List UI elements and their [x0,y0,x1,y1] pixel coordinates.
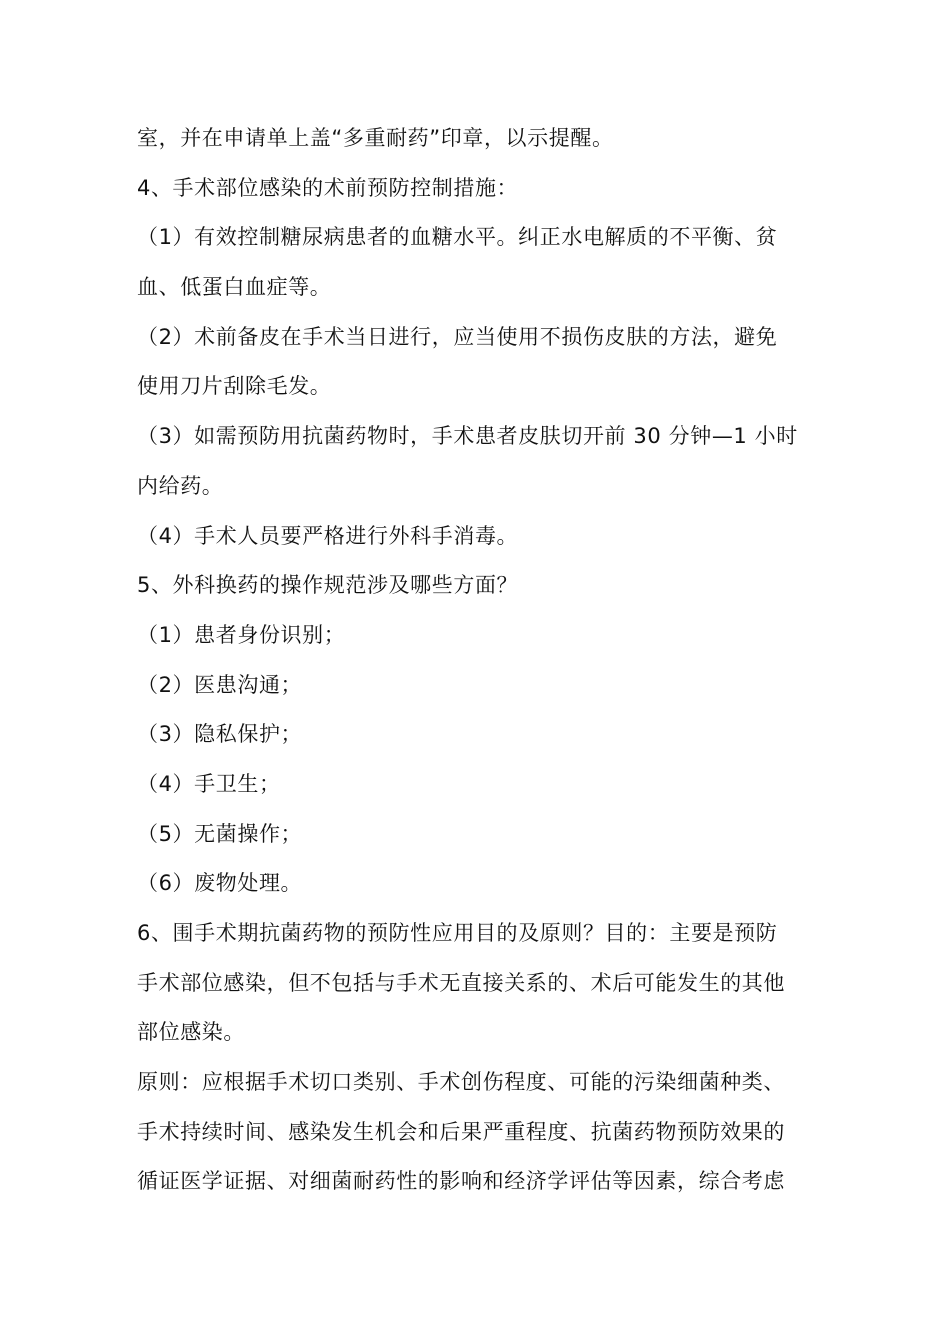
list-item: （4）手卫生； [137,771,281,796]
text-line: 血、低蛋白血症等。 [137,275,332,300]
text-line: （1）有效控制糖尿病患者的血糖水平。纠正水电解质的不平衡、贫 [137,225,778,250]
text-line: 手术持续时间、感染发生机会和后果严重程度、抗菌药物预防效果的 [137,1119,785,1144]
document-body [137,114,827,1207]
text-line: 室，并在申请单上盖“多重耐药”印章，以示提醒。 [137,126,614,150]
list-item: （5）无菌操作； [137,821,303,846]
list-item: （6）废物处理。 [137,871,303,896]
text-line: 循证医学证据、对细菌耐药性的影响和经济学评估等因素，综合考虑 [137,1169,785,1194]
text-line: 部位感染。 [137,1020,245,1045]
section-heading-4: 4、手术部位感染的术前预防控制措施： [137,175,519,200]
text-line: 内给药。 [137,473,224,498]
list-item: （3）隐私保护； [137,722,303,747]
list-item: （1）患者身份识别； [137,622,346,647]
list-item: （2）医患沟通； [137,672,303,697]
text-line: （2）术前备皮在手术当日进行，应当使用不损伤皮肤的方法，避免 [137,324,778,349]
text-line: 手术部位感染，但不包括与手术无直接关系的、术后可能发生的其他 [137,970,785,995]
text-line: 使用刀片刮除毛发。 [137,374,332,399]
text-line: （3）如需预防用抗菌药物时，手术患者皮肤切开前 30 分钟—1 小时 [137,424,798,449]
section-heading-6: 6、围手术期抗菌药物的预防性应用目的及原则？目的：主要是预防 [137,921,778,945]
section-heading-5: 5、外科换药的操作规范涉及哪些方面？ [137,573,519,598]
text-line: 原则：应根据手术切口类别、手术创伤程度、可能的污染细菌种类、 [137,1070,785,1095]
text-line: （4）手术人员要严格进行外科手消毒。 [137,523,519,548]
